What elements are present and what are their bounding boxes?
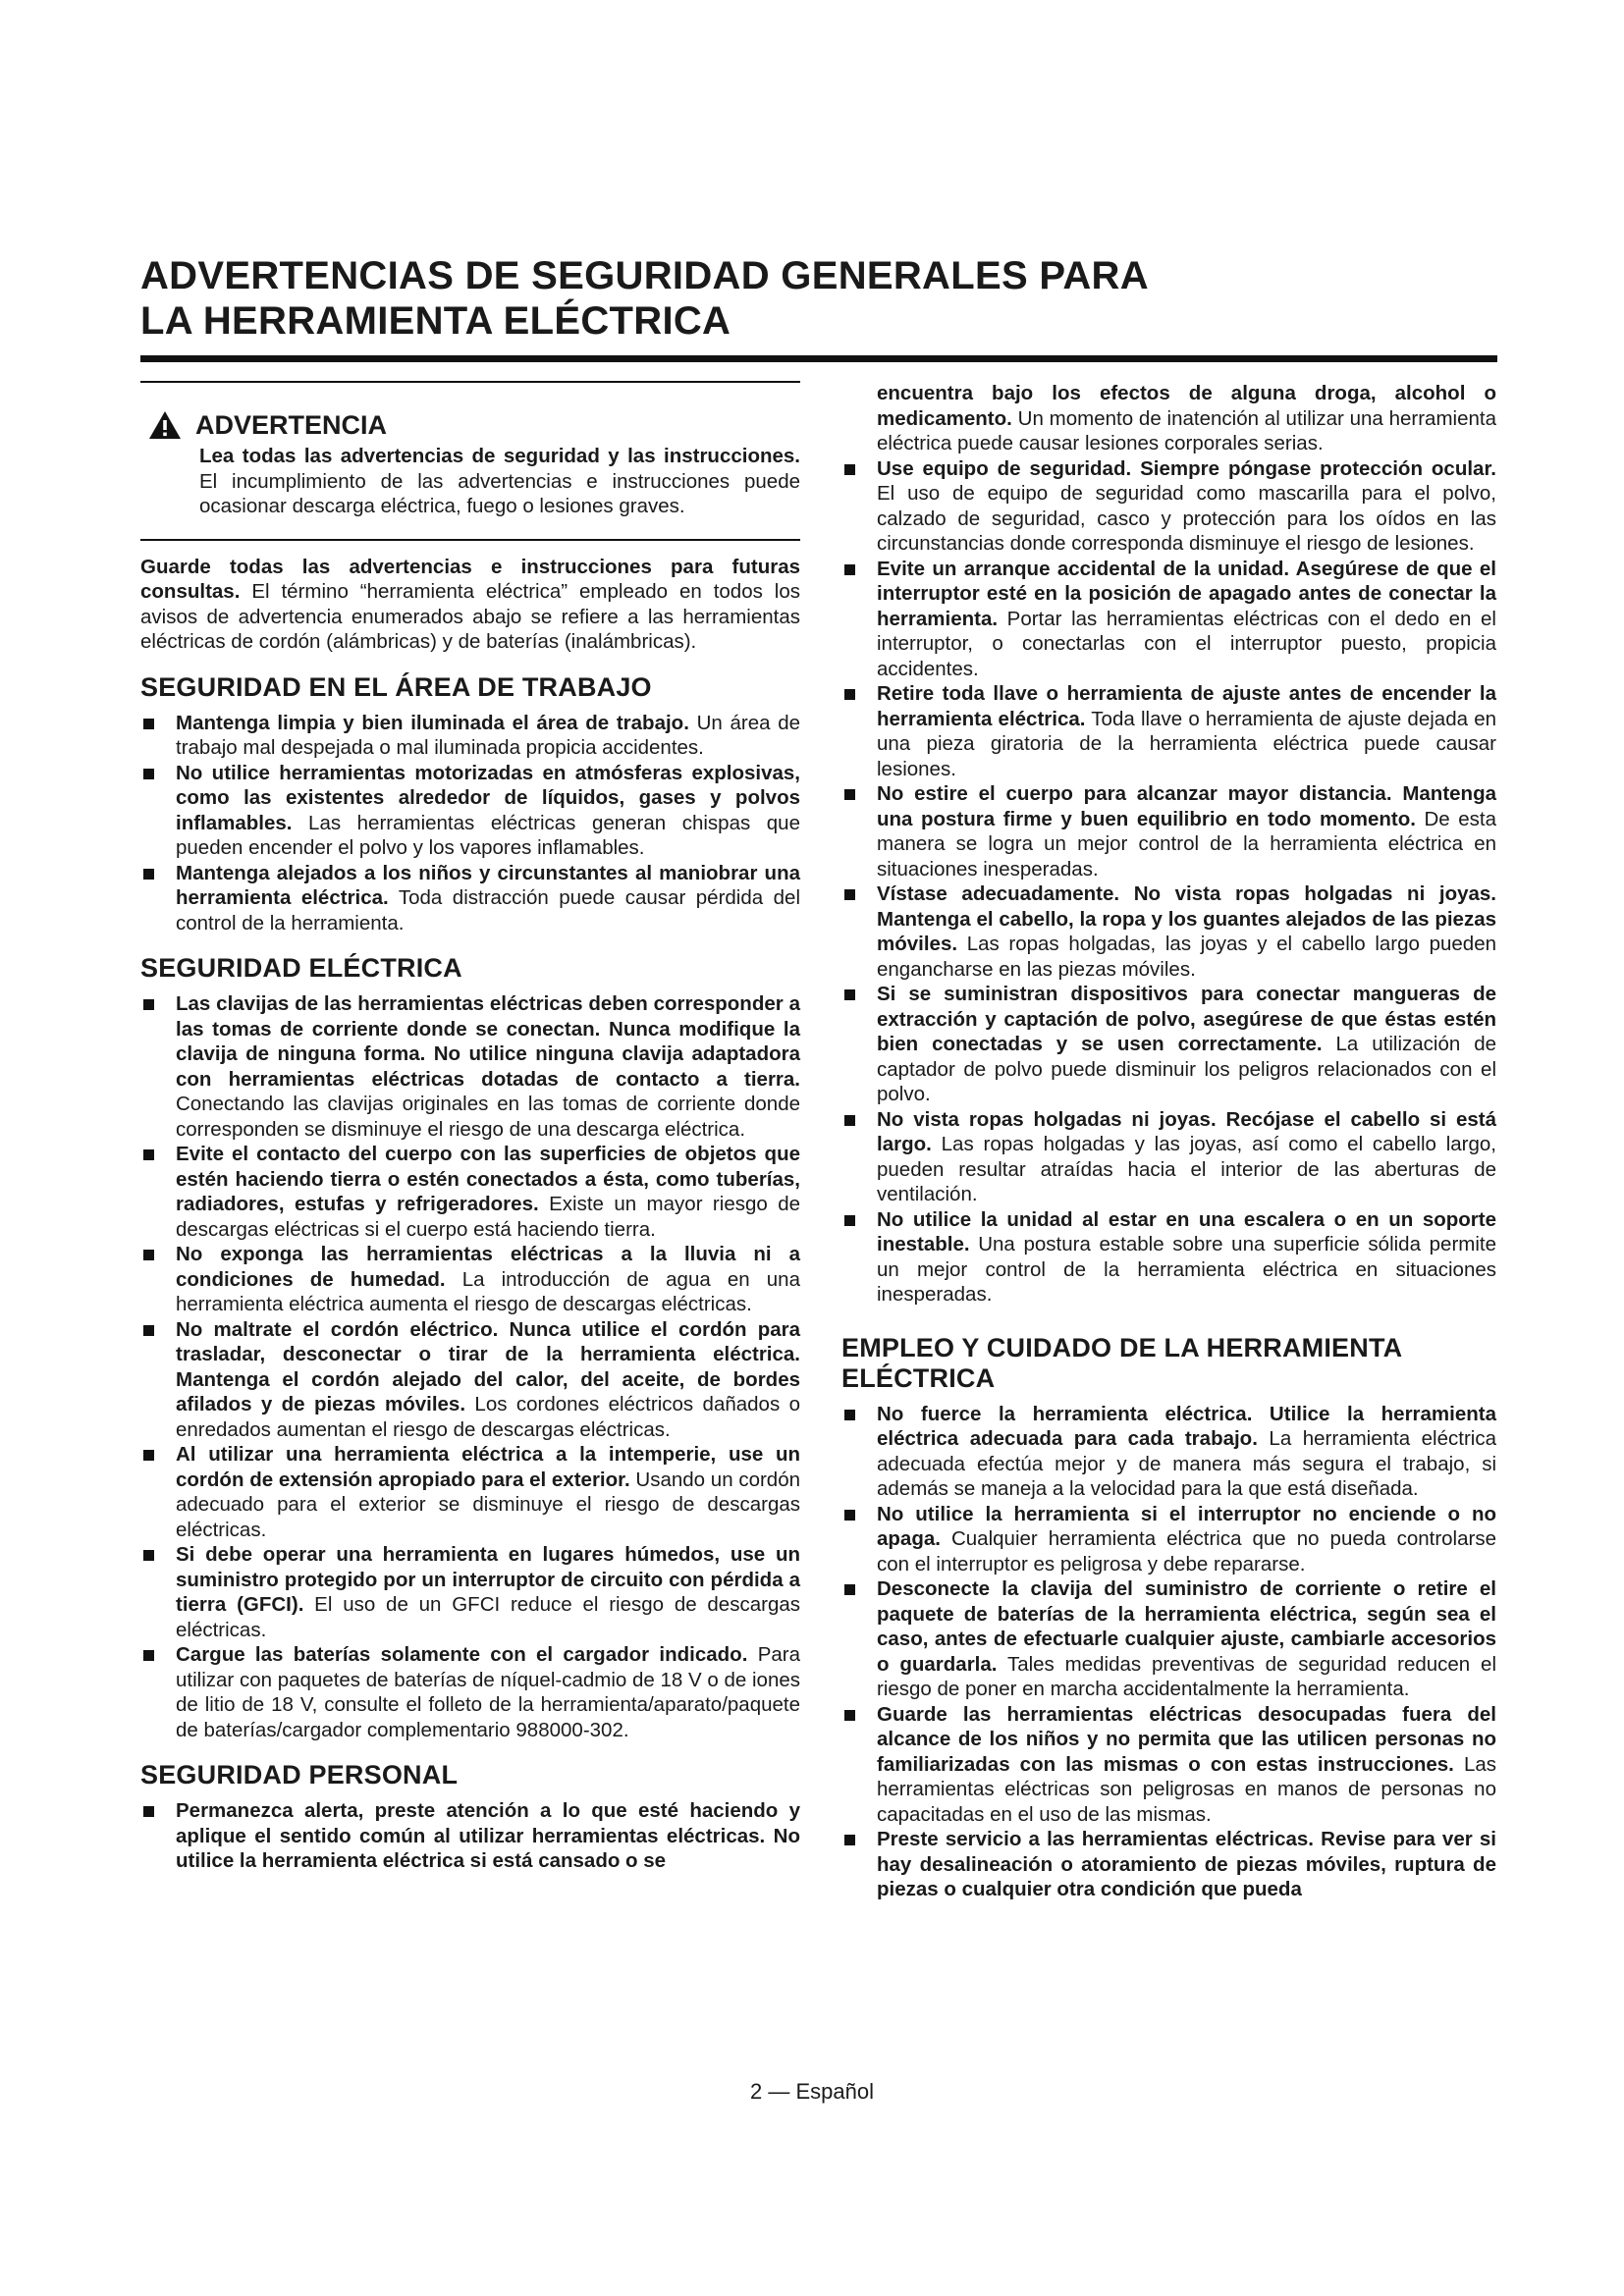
intro-text: El término “herramienta eléctrica” empleado en todos los avisos de advertencia enumerados abajo se refiere a las herramientas eléctricas de cordón (alámbricas) y de baterías (inalámbricas). xyxy=(140,580,800,653)
title-line-2: LA HERRAMIENTA ELÉCTRICA xyxy=(140,299,731,343)
page-footer: 2 — Español xyxy=(750,2079,874,2104)
list-item: Evite un arranque accidental de la unidad. Asegúrese de que el interruptor esté en la posición de apagado antes de conectar la herramienta. Portar las herramientas eléctricas con el dedo en el interruptor, o conectarlas con el interruptor puesto, propicia accidentes. xyxy=(841,557,1496,682)
list-item-continued: encuentra bajo los efectos de alguna droga, alcohol o medicamento. Un momento de inatención al utilizar una herramienta eléctrica puede causar lesiones corporales serias. xyxy=(877,382,1496,454)
list-electrica xyxy=(140,991,800,1742)
list-item: Cargue las baterías solamente con el cargador indicado. Para utilizar con paquetes de baterías de níquel-cadmio de 18 V o de iones de litio de 18 V, consulte el folleto de la herramienta/aparato/paquete de baterías/cargador complementario 988000-302. xyxy=(140,1642,800,1742)
list-item: Use equipo de seguridad. Siempre póngase protección ocular. El uso de equipo de seguridad como mascarilla para el polvo, calzado de seguridad, casco y protección para los oídos en las circunstancias donde corresponda disminuye el riesgo de lesiones. xyxy=(841,456,1496,557)
list-personal-start xyxy=(140,1798,800,1874)
warning-bold: Lea todas las advertencias de seguridad y las instrucciones. xyxy=(199,445,800,467)
warning-heading-text: ADVERTENCIA xyxy=(195,410,388,440)
list-area xyxy=(140,711,800,936)
list-item: No exponga las herramientas eléctricas a la lluvia ni a condiciones de humedad. La introducción de agua en una herramienta eléctrica aumenta el riesgo de descargas eléctricas. xyxy=(140,1242,800,1317)
title-rule xyxy=(140,355,1497,362)
warning-bottom-rule xyxy=(140,539,800,541)
title-line-1: ADVERTENCIAS DE SEGURIDAD GENERALES PARA xyxy=(140,254,1149,297)
list-item: No maltrate el cordón eléctrico. Nunca utilice el cordón para trasladar, desconectar o tirar de la herramienta eléctrica. Mantenga el cordón alejado del calor, del aceite, de bordes afilados y de piezas móviles. Los cordones eléctricos dañados o enredados aumentan el riesgo de descargas eléctricas. xyxy=(140,1317,800,1443)
warning-body xyxy=(140,444,800,519)
warning-box xyxy=(140,383,800,539)
list-personal xyxy=(841,381,1496,1308)
list-item: Mantenga alejados a los niños y circunstantes al maniobrar una herramienta eléctrica. Toda distracción puede causar pérdida del control de la herramienta. xyxy=(140,861,800,936)
right-column xyxy=(841,381,1496,1902)
warning-triangle-icon xyxy=(148,410,182,440)
intro-bold: Guarde todas las advertencias e instrucciones para futuras consultas. xyxy=(140,555,800,603)
section-heading-area: SEGURIDAD EN EL ÁREA DE TRABAJO xyxy=(140,671,652,702)
list-item: Desconecte la clavija del suministro de corriente o retire el paquete de baterías de la herramienta eléctrica, según sea el caso, antes de efectuarle cualquier ajuste, cambiarle accesorios o guardarla. Tales medidas preventivas de seguridad reducen el riesgo de poner en marcha accidentalmente la herramienta. xyxy=(841,1576,1496,1702)
list-item: Si se suministran dispositivos para conectar mangueras de extracción y captación de polvo, asegúrese de que éstas estén bien conectadas y se usen correctamente. La utilización de captador de polvo puede disminuir los peligros relacionados con el polvo. xyxy=(841,982,1496,1107)
section-heading-personal: SEGURIDAD PERSONAL xyxy=(140,1760,459,1789)
list-item: Vístase adecuadamente. No vista ropas holgadas ni joyas. Mantenga el cabello, la ropa y los guantes alejados de las piezas móviles. Las ropas holgadas, las joyas y el cabello largo pueden engancharse en las piezas móviles. xyxy=(841,881,1496,982)
list-item: Permanezca alerta, preste atención a lo que esté haciendo y aplique el sentido común al utilizar herramientas eléctricas. No utilice la herramienta eléctrica si está cansado o se xyxy=(140,1798,800,1874)
section-heading-electrica: SEGURIDAD ELÉCTRICA xyxy=(140,953,462,983)
left-column xyxy=(140,381,800,1874)
section-heading-empleo: EMPLEO Y CUIDADO DE LA HERRAMIENTA ELÉCTRICA xyxy=(841,1332,1402,1393)
list-item: Guarde las herramientas eléctricas desocupadas fuera del alcance de los niños y no permita que las utilicen personas no familiarizadas con las mismas o con estas instrucciones. Las herramientas eléctricas son peligrosas en manos de personas no capacitadas en el uso de las mismas. xyxy=(841,1702,1496,1828)
list-item: Al utilizar una herramienta eléctrica a la intemperie, use un cordón de extensión apropiado para el exterior. Usando un cordón adecuado para el exterior se disminuye el riesgo de descargas eléctricas. xyxy=(140,1442,800,1542)
list-item: Las clavijas de las herramientas eléctricas deben corresponder a las tomas de corriente donde se conectan. Nunca modifique la clavija de ninguna forma. No utilice ninguna clavija adaptadora con herramientas eléctricas dotadas de contacto a tierra. Conectando las clavijas originales en las tomas de corriente donde corresponden se disminuye el riesgo de una descarga eléctrica. xyxy=(140,991,800,1142)
list-item: Mantenga limpia y bien iluminada el área de trabajo. Un área de trabajo mal despejada o mal iluminada propicia accidentes. xyxy=(140,711,800,761)
warning-heading xyxy=(140,410,800,440)
list-item: No vista ropas holgadas ni joyas. Recójase el cabello si está largo. Las ropas holgadas y las joyas, así como el cabello largo, pueden resultar atraídas hacia el interior de las aberturas de ventilación. xyxy=(841,1107,1496,1207)
list-item: Retire toda llave o herramienta de ajuste antes de encender la herramienta eléctrica. Toda llave o herramienta de ajuste dejada en una pieza giratoria de la herramienta eléctrica puede causar lesiones. xyxy=(841,681,1496,781)
list-item: Si debe operar una herramienta en lugares húmedos, use un suministro protegido por un interruptor de circuito con pérdida a tierra (GFCI). El uso de un GFCI reduce el riesgo de descargas eléctricas. xyxy=(140,1542,800,1642)
list-item: Evite el contacto del cuerpo con las superficies de objetos que estén haciendo tierra o estén conectados a ésta, como tuberías, radiadores, estufas y refrigeradores. Existe un mayor riesgo de descargas eléctricas si el cuerpo está haciendo tierra. xyxy=(140,1142,800,1242)
list-item: No fuerce la herramienta eléctrica. Utilice la herramienta eléctrica adecuada para cada trabajo. La herramienta eléctrica adecuada efectúa mejor y de manera más segura el trabajo, si además se maneja a la velocidad para la que está diseñada. xyxy=(841,1402,1496,1502)
list-empleo xyxy=(841,1402,1496,1902)
list-item: No estire el cuerpo para alcanzar mayor distancia. Mantenga una postura firme y buen equilibrio en todo momento. De esta manera se logra un mejor control de la herramienta eléctrica en situaciones inesperadas. xyxy=(841,781,1496,881)
list-item: No utilice herramientas motorizadas en atmósferas explosivas, como las existentes alrededor de líquidos, gases y polvos inflamables. Las herramientas eléctricas generan chispas que pueden encender el polvo y los vapores inflamables. xyxy=(140,761,800,861)
list-item: No utilice la herramienta si el interruptor no enciende o no apaga. Cualquier herramienta eléctrica que no pueda controlarse con el interruptor es peligrosa y debe repararse. xyxy=(841,1502,1496,1577)
intro-paragraph xyxy=(140,555,800,655)
warning-text: El incumplimiento de las advertencias e instrucciones puede ocasionar descarga eléctrica, fuego o lesiones graves. xyxy=(199,469,800,517)
page-title xyxy=(140,253,1495,344)
list-item: No utilice la unidad al estar en una escalera o en un soporte inestable. Una postura estable sobre una superficie sólida permite un mejor control de la herramienta eléctrica en situaciones inesperadas. xyxy=(841,1207,1496,1308)
list-item: Preste servicio a las herramientas eléctricas. Revise para ver si hay desalineación o atoramiento de piezas móviles, ruptura de piezas o cualquier otra condición que pueda xyxy=(841,1827,1496,1902)
